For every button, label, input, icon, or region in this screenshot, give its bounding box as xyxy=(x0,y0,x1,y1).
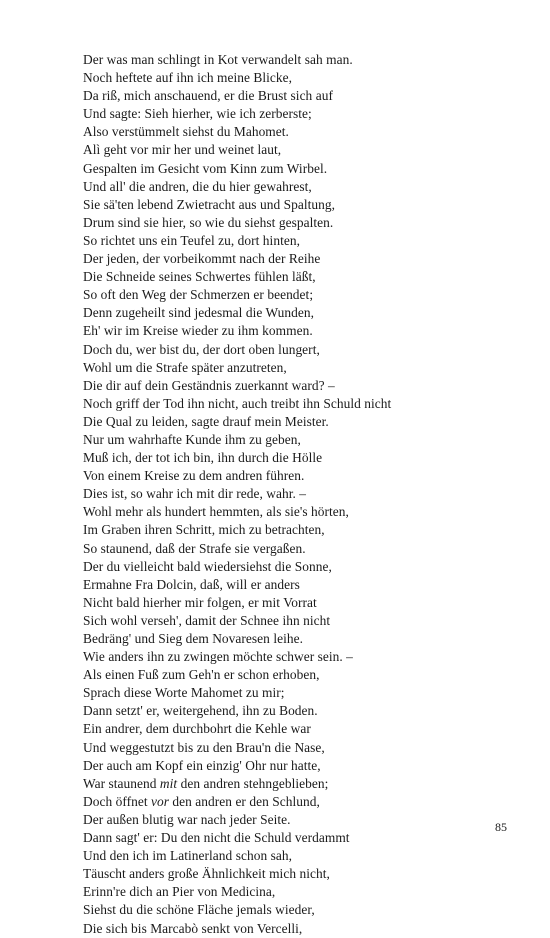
verse-line: Und weggestutzt bis zu den Brau'n die Nase, xyxy=(83,739,325,755)
verse-line: Der auch am Kopf ein einzig' Ohr nur hatte, xyxy=(83,757,321,773)
verse-line: Im Graben ihren Schritt, mich zu betrachten, xyxy=(83,522,325,538)
verse-line: Dann setzt' er, weitergehend, ihn zu Boden. xyxy=(83,703,318,719)
verse-line: Und den ich im Latinerland schon sah, xyxy=(83,848,292,864)
verse-line: Wohl um die Strafe später anzutreten, xyxy=(83,359,287,375)
verse-line: Muß ich, der tot ich bin, ihn durch die Hölle xyxy=(83,450,323,466)
verse-line: Der was man schlingt in Kot verwandelt sah man. xyxy=(83,52,353,67)
verse-line: Drum sind sie hier, so wie du siehst gespalten. xyxy=(83,214,334,230)
verse-line: Wohl mehr als hundert hemmten, als sie's hörten, xyxy=(83,504,349,520)
emphasized-word: vor xyxy=(151,793,170,809)
verse-line: Bedräng' und Sieg dem Novaresen leihe. xyxy=(83,631,303,646)
verse-line: So oft den Weg der Schmerzen er beendet; xyxy=(83,287,314,303)
verse-line: Also verstümmelt siehst du Mahomet. xyxy=(83,124,289,140)
verse-line: Die Qual zu leiden, sagte drauf mein Meister. xyxy=(83,413,329,429)
verse-line: Nur um wahrhafte Kunde ihm zu geben, xyxy=(83,431,301,447)
verse-line: Noch griff der Tod ihn nicht, auch treibt ihn Schuld nicht xyxy=(83,395,392,411)
verse-line: Sprach diese Worte Mahomet zu mir; xyxy=(83,685,285,701)
verse-line: Von einem Kreise zu dem andren führen. xyxy=(83,468,305,484)
verse-line: So richtet uns ein Teufel zu, dort hinten, xyxy=(83,232,300,248)
verse-line-with-emphasis xyxy=(83,775,523,793)
verse-line: Dies ist, so wahr ich mit dir rede, wahr. – xyxy=(83,486,307,502)
verse-block xyxy=(83,51,523,938)
emphasized-word: mit xyxy=(159,775,178,791)
verse-line: Erinn're dich an Pier von Medicina, xyxy=(83,884,276,900)
verse-line: Ein andrer, dem durchbohrt die Kehle war xyxy=(83,721,311,737)
verse-line: So staunend, daß der Strafe sie vergaßen. xyxy=(83,540,306,556)
verse-line: Ermahne Fra Dolcin, daß, will er anders xyxy=(83,576,300,592)
verse-line: Doch du, wer bist du, der dort oben lungert, xyxy=(83,341,320,357)
verse-line: Siehst du die schöne Fläche jemals wieder, xyxy=(83,902,315,918)
verse-line: Die sich bis Marcabò senkt von Vercelli, xyxy=(83,920,303,936)
verse-line: Denn zugeheilt sind jedesmal die Wunden, xyxy=(83,305,315,321)
verse-line: Der jeden, der vorbeikommt nach der Reihe xyxy=(83,251,321,267)
verse-text: den andren stehngeblieben; xyxy=(177,775,329,791)
verse-line: Dann sagt' er: Du den nicht die Schuld verdammt xyxy=(83,830,350,846)
verse-line: Der du vielleicht bald wiedersiehst die Sonne, xyxy=(83,558,332,574)
verse-line: Die Schneide seines Schwertes fühlen läßt, xyxy=(83,269,316,285)
verse-text: den andren er den Schlund, xyxy=(169,793,320,809)
verse-line: Als einen Fuß zum Geh'n er schon erhoben, xyxy=(83,667,320,683)
page-number: 85 xyxy=(495,820,507,834)
verse-line: Der außen blutig war nach jeder Seite. xyxy=(83,811,291,827)
verse-line-with-emphasis xyxy=(83,793,523,811)
verse-line: Noch heftete auf ihn ich meine Blicke, xyxy=(83,70,293,86)
verse-line: Sich wohl verseh', damit der Schnee ihn nicht xyxy=(83,612,331,628)
verse-text: War staunend xyxy=(83,775,160,791)
verse-line: Da riß, mich anschauend, er die Brust sich auf xyxy=(83,88,333,104)
verse-line: Alì geht vor mir her und weinet laut, xyxy=(83,142,282,158)
verse-line: Gespalten im Gesicht vom Kinn zum Wirbel. xyxy=(83,160,328,176)
verse-line: Wie anders ihn zu zwingen möchte schwer sein. – xyxy=(83,649,353,665)
verse-line: Und sagte: Sieh hierher, wie ich zerberste; xyxy=(83,106,312,122)
verse-line: Nicht bald hierher mir folgen, er mit Vorrat xyxy=(83,594,317,610)
verse-line: Die dir auf dein Geständnis zuerkannt ward? – xyxy=(83,377,335,393)
verse-line: Eh' wir im Kreise wieder zu ihm kommen. xyxy=(83,323,313,339)
verse-text: Doch öffnet xyxy=(83,793,152,809)
verse-line: Sie sä'ten lebend Zwietracht aus und Spaltung, xyxy=(83,196,336,212)
verse-line: Und all' die andren, die du hier gewahrest, xyxy=(83,178,312,194)
verse-line: Täuscht anders große Ähnlichkeit mich nicht, xyxy=(83,866,330,882)
